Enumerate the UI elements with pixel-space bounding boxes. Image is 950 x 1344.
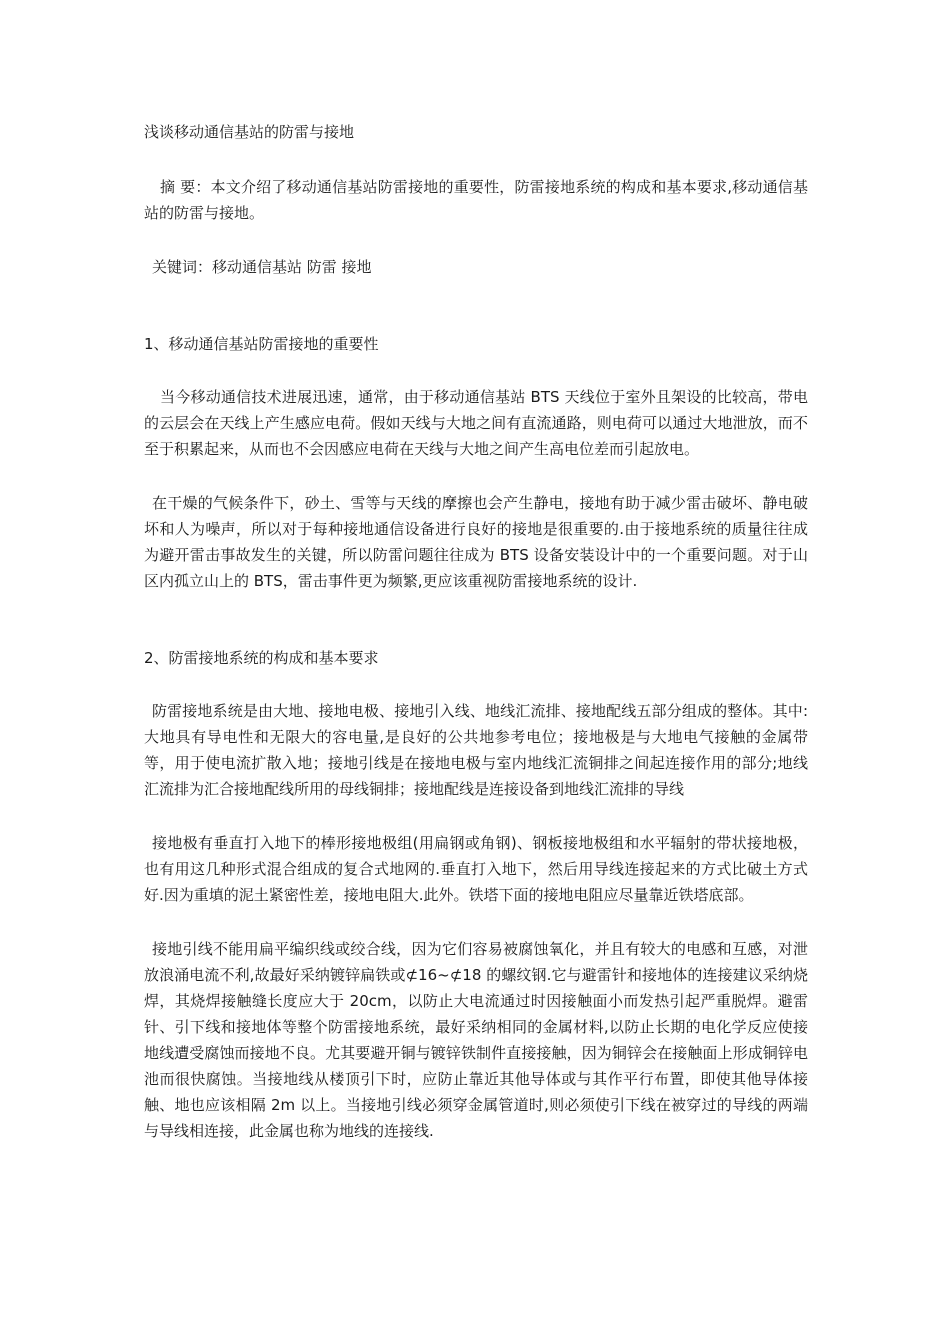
keywords-line: 关键词：移动通信基站 防雷 接地 xyxy=(152,258,372,276)
section2-heading: 2、防雷接地系统的构成和基本要求 xyxy=(144,649,379,667)
section1-paragraph-1: 当今移动通信技术进展迅速，通常，由于移动通信基站 BTS 天线位于室外且架设的比较高，带电的云层会在天线上产生感应电荷。假如天线与大地之间有直流通路，则电荷可以通过大地泄放，而不至于积累起来，从而也不会因感应电荷在天线与大地之间产生高电位差而引起放电。 xyxy=(144,388,808,458)
section2-paragraph-1: 防雷接地系统是由大地、接地电极、接地引入线、地线汇流排、接地配线五部分组成的整体。其中:大地具有导电性和无限大的容电量,是良好的公共地参考电位；接地极是与大地电气接触的金属带等，用于使电流扩散入地；接地引线是在接地电极与室内地线汇流铜排之间起连接作用的部分;地线汇流排为汇合接地配线所用的母线铜排；接地配线是连接设备到地线汇流排的导线 xyxy=(144,702,808,798)
abstract-paragraph: 摘 要：本文介绍了移动通信基站防雷接地的重要性，防雷接地系统的构成和基本要求,移动通信基站的防雷与接地。 xyxy=(144,178,808,222)
section2-paragraph-2: 接地极有垂直打入地下的棒形接地极组(用扁钢或角钢)、钢板接地极组和水平辐射的带状接地极，也有用这几种形式混合组成的复合式地网的.垂直打入地下，然后用导线连接起来的方式比破土方式好.因为重填的泥土紧密性差，接地电阻大.此外。铁塔下面的接地电阻应尽量靠近铁塔底部。 xyxy=(144,834,808,904)
document-page xyxy=(144,120,808,1144)
section1-heading: 1、移动通信基站防雷接地的重要性 xyxy=(144,335,379,353)
section2-paragraph-3: 接地引线不能用扁平编织线或绞合线，因为它们容易被腐蚀氧化，并且有较大的电感和互感，对泄放浪涌电流不利,故最好采纳镀锌扁铁或⊄16~⊄18 的螺纹钢.它与避雷针和接地体的连接建议采纳烧焊，其烧焊接触缝长度应大于 20cm，以防止大电流通过时因接触面小而发热引起严重脱焊。避雷针、引下线和接地体等整个防雷接地系统，最好采纳相同的金属材料,以防止长期的电化学反应使接地线遭受腐蚀而接地不良。尤其要避开铜与镀锌铁制件直接接触，因为铜锌会在接触面上形成铜锌电池而很快腐蚀。当接地线从楼顶引下时，应防止靠近其他导体或与其作平行布置，即使其他导体接触、地也应该相隔 2m 以上。当接地引线必须穿金属管道时,则必须使引下线在被穿过的导线的两端与导线相连接，此金属也称为地线的连接线. xyxy=(144,940,808,1140)
section1-paragraph-2: 在干燥的气候条件下，砂土、雪等与天线的摩擦也会产生静电，接地有助于减少雷击破坏、静电破坏和人为噪声，所以对于每种接地通信设备进行良好的接地是很重要的.由于接地系统的质量往往成为避开雷击事故发生的关键，所以防雷问题往往成为 BTS 设备安装设计中的一个重要问题。对于山区内孤立山上的 BTS，雷击事件更为频繁,更应该重视防雷接地系统的设计. xyxy=(144,494,808,590)
document-title: 浅谈移动通信基站的防雷与接地 xyxy=(144,123,355,141)
